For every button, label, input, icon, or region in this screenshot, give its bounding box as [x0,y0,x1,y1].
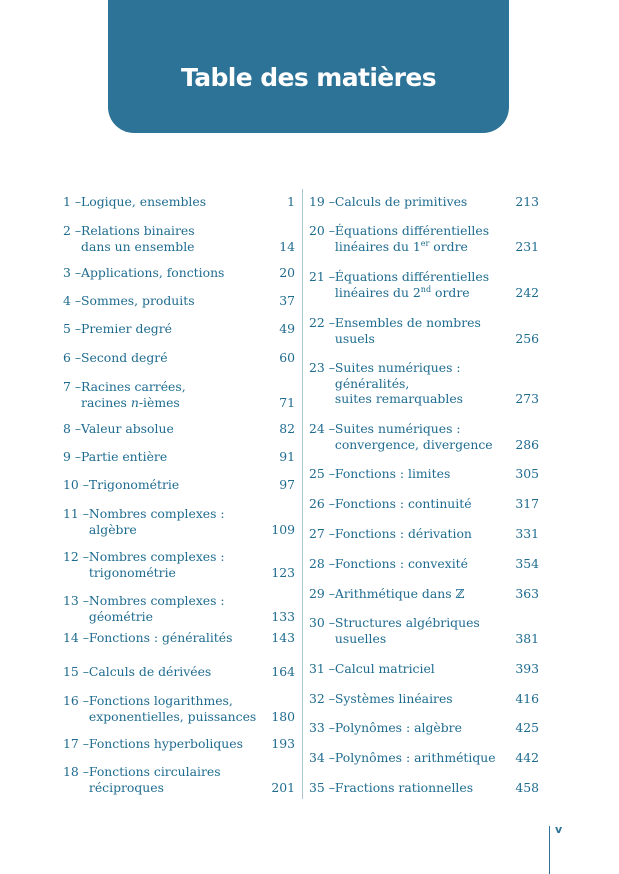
toc-entry-number: 19 – [309,194,335,209]
toc-entry-title-line: algèbre [88,521,137,537]
toc-entry-title-line: Premier degré [81,321,172,336]
toc-entry[interactable] [309,780,539,796]
toc-entry-title-line: Sommes, produits [81,293,195,308]
toc-entry-title [335,269,515,300]
toc-entry-number: 15 – [63,664,89,679]
toc-entry-title-line: Équations différentielles [334,269,490,284]
toc-entry-title [89,764,271,795]
toc-entry[interactable] [309,720,539,736]
toc-entry-title [335,586,515,602]
toc-entry-page: 425 [515,720,539,735]
toc-entry[interactable] [309,466,539,482]
toc-entry-title-line: Systèmes linéaires [334,691,453,706]
toc-entry-page: 164 [271,664,295,679]
toc-entry[interactable] [309,750,539,766]
toc-entry-number: 33 – [309,720,335,735]
toc-entry[interactable] [309,526,539,542]
toc-entry[interactable] [63,350,295,366]
toc-entry[interactable] [63,194,295,210]
toc-entry[interactable] [63,549,295,580]
toc-entry-title-line: Fonctions : généralités [88,630,233,645]
toc-entry-title-line: Valeur absolue [81,421,174,436]
toc-entry-page: 71 [279,394,295,410]
header-banner [108,0,509,133]
toc-entry-title-line: linéaires du 2nd ordre [334,284,470,300]
toc-entry-title [335,556,515,572]
toc-entry-page: 91 [279,449,295,464]
toc-entry-title [335,315,515,346]
toc-entry-number: 2 – [63,223,82,238]
toc-entry[interactable] [309,421,539,452]
toc-entry[interactable] [309,315,539,346]
toc-entry-page: 381 [515,630,539,646]
toc-entry-page: 305 [515,466,539,481]
toc-entry-title [81,350,279,366]
toc-entry-title [335,496,515,512]
toc-entry-title-line: Relations binaires [81,223,195,238]
toc-entry-title-line: Trigonométrie [88,477,180,492]
toc-entry-title [335,661,515,677]
toc-entry-title [81,194,287,210]
toc-entry-number: 32 – [309,691,335,706]
toc-entry-number: 25 – [309,466,335,481]
toc-entry-title [89,593,271,624]
toc-entry-number: 20 – [309,223,335,238]
toc-entry-title [335,360,515,407]
toc-entry-number: 24 – [309,421,335,436]
toc-entry-title [89,736,271,752]
toc-entry-title-line: Fonctions hyperboliques [88,736,243,751]
toc-entry-page: 442 [515,750,539,765]
toc-entry-page: 20 [279,265,295,280]
toc-entry-page: 393 [515,661,539,676]
toc-entry-number: 23 – [309,360,335,375]
toc-entry-number: 8 – [63,421,82,436]
toc-entry-title-line: Applications, fonctions [81,265,225,280]
toc-entry-title-line: Fonctions : dérivation [334,526,472,541]
folio-rule [549,826,550,874]
toc-entry-number: 28 – [309,556,335,571]
toc-entry-number: 29 – [309,586,335,601]
toc-entry[interactable] [63,506,295,537]
toc-entry-title [335,194,515,210]
toc-entry-number: 17 – [63,736,89,751]
toc-entry-title-line: généralités, [334,375,410,391]
toc-entry-number: 10 – [63,477,89,492]
toc-entry-page: 1 [287,194,295,209]
toc-entry-title-line: Arithmétique dans ℤ [334,586,465,601]
toc-entry-page: 14 [279,238,295,254]
toc-entry-title-line: Fonctions : limites [334,466,451,481]
toc-entry-number: 12 – [63,549,89,564]
toc-entry-title [81,265,279,281]
toc-entry-number: 3 – [63,265,82,280]
toc-entry-title [89,549,271,580]
toc-entry-title-line: convergence, divergence [334,436,493,452]
toc-entry-title-line: Fonctions : continuité [334,496,472,511]
toc-entry-title [81,223,279,254]
toc-entry-number: 31 – [309,661,335,676]
toc-entry-title-line: Racines carrées, [81,379,186,394]
toc-entry-number: 5 – [63,321,82,336]
toc-entry-page: 416 [515,691,539,706]
toc-entry[interactable] [63,664,295,680]
toc-entry[interactable] [63,223,295,254]
page-number: v [555,823,563,836]
toc-entry-number: 26 – [309,496,335,511]
toc-entry-title-line: usuelles [334,630,387,646]
toc-entry-title [89,693,271,724]
toc-entry-page: 37 [279,293,295,308]
column-divider [302,189,303,799]
toc-entry[interactable] [63,265,295,281]
toc-entry-title [335,466,515,482]
toc-entry-page: 317 [515,496,539,511]
toc-entry-title [89,630,271,646]
toc-entry-title-line: Partie entière [81,449,168,464]
toc-entry[interactable] [63,477,295,493]
toc-entry-number: 18 – [63,764,89,779]
toc-entry-title-line: racines n-ièmes [81,394,180,410]
toc-entry-title-line: suites remarquables [334,391,464,406]
toc-entry-title [81,379,279,410]
toc-entry-number: 14 – [63,630,89,645]
page-title: Table des matières [180,63,437,92]
toc-entry-title-line: Calculs de dérivées [88,664,212,679]
toc-entry-page: 82 [279,421,295,436]
toc-entry-page: 143 [271,630,295,645]
toc-entry-title-line: Polynômes : algèbre [334,720,462,735]
toc-entry-number: 27 – [309,526,335,541]
toc-entry[interactable] [309,194,539,210]
toc-entry-title-line: Logique, ensembles [81,194,207,209]
toc-entry[interactable] [309,586,539,602]
toc-entry[interactable] [309,691,539,707]
toc-entry-number: 7 – [63,379,82,394]
toc-entry[interactable] [309,556,539,572]
toc-entry-number: 22 – [309,315,335,330]
toc-entry[interactable] [309,269,539,300]
toc-entry[interactable] [309,615,539,646]
toc-entry-page: 286 [515,436,539,452]
toc-entry[interactable] [309,661,539,677]
toc-entry-title-line: Fractions rationnelles [334,780,474,795]
toc-entry-page: 180 [271,708,295,724]
toc-entry-number: 21 – [309,269,335,284]
toc-entry-page: 256 [515,330,539,346]
toc-entry[interactable] [63,379,295,410]
toc-entry-title [89,477,279,493]
toc-entry-page: 97 [279,477,295,492]
toc-entry[interactable] [63,764,295,795]
toc-entry-title-line: Nombres complexes : [88,549,225,564]
toc-entry-title-line: Fonctions : convexité [334,556,468,571]
toc-entry[interactable] [309,223,539,254]
toc-entry-title-line: trigonométrie [88,564,176,580]
toc-entry-page: 109 [271,521,295,537]
toc-entry-title-line: Second degré [81,350,168,365]
toc-entry-title-line: Calculs de primitives [334,194,468,209]
toc-entry-title [335,526,515,542]
toc-entry-number: 13 – [63,593,89,608]
toc-entry[interactable] [63,293,295,309]
toc-entry-number: 9 – [63,449,82,464]
toc-entry-title [335,421,515,452]
toc-entry-number: 30 – [309,615,335,630]
toc-entry-title [89,664,271,680]
toc-entry-page: 458 [515,780,539,795]
toc-entry-title-line: usuels [334,330,375,346]
toc-entry-title-line: Nombres complexes : [88,593,225,608]
toc-entry-page: 273 [515,391,539,406]
toc-entry-page: 201 [271,779,295,795]
toc-entry-title [335,691,515,707]
toc-entry-number: 11 – [63,506,89,521]
toc-entry[interactable] [309,496,539,512]
toc-entry-number: 16 – [63,693,89,708]
toc-entry-title-line: Ensembles de nombres [334,315,481,330]
toc-entry-title [335,223,515,254]
toc-entry[interactable] [63,449,295,465]
toc-entry-page: 213 [515,194,539,209]
toc-entry[interactable] [63,421,295,437]
toc-entry-title [81,293,279,309]
toc-entry-title [89,506,271,537]
toc-entry-page: 231 [515,238,539,254]
toc-entry-title-line: Structures algébriques [334,615,480,630]
toc-entry-title [335,780,515,796]
toc-entry-page: 363 [515,586,539,601]
toc-entry-page: 133 [271,608,295,624]
toc-entry-title [81,321,279,337]
toc-entry-title [81,449,279,465]
toc-entry-title [335,615,515,646]
toc-entry-number: 35 – [309,780,335,795]
toc-entry[interactable] [63,593,295,624]
toc-entry-page: 49 [279,321,295,336]
toc-entry-number: 1 – [63,194,82,209]
toc-entry[interactable] [63,736,295,752]
toc-entry-page: 354 [515,556,539,571]
toc-entry-title-line: exponentielles, puissances [88,708,257,724]
toc-entry-page: 60 [279,350,295,365]
toc-entry-title-line: Polynômes : arithmétique [334,750,496,765]
toc-entry[interactable] [309,360,539,407]
toc-entry-title [335,720,515,736]
toc-entry-page: 123 [271,564,295,580]
toc-entry[interactable] [63,693,295,724]
toc-entry-title-line: Calcul matriciel [334,661,435,676]
toc-entry-title-line: réciproques [88,779,164,795]
toc-entry-page: 193 [271,736,295,751]
toc-entry[interactable] [63,321,295,337]
toc-entry-title [335,750,515,766]
toc-entry-title-line: dans un ensemble [81,238,195,254]
toc-entry-title-line: géométrie [88,608,153,624]
toc-entry-number: 34 – [309,750,335,765]
toc-entry-number: 4 – [63,293,82,308]
toc-entry-page: 331 [515,526,539,541]
toc-entry-title-line: Suites numériques : [334,360,461,375]
toc-entry-number: 6 – [63,350,82,365]
toc-entry-title-line: Nombres complexes : [88,506,225,521]
toc-entry-title-line: linéaires du 1er ordre [334,238,468,254]
toc-entry-title-line: Fonctions logarithmes, [88,693,233,708]
toc-entry-title [81,421,279,437]
toc-entry-title-line: Équations différentielles [334,223,490,238]
toc-entry[interactable] [63,630,295,646]
toc-entry-page: 242 [515,284,539,300]
toc-entry-title-line: Fonctions circulaires [88,764,221,779]
toc-entry-title-line: Suites numériques : [334,421,461,436]
